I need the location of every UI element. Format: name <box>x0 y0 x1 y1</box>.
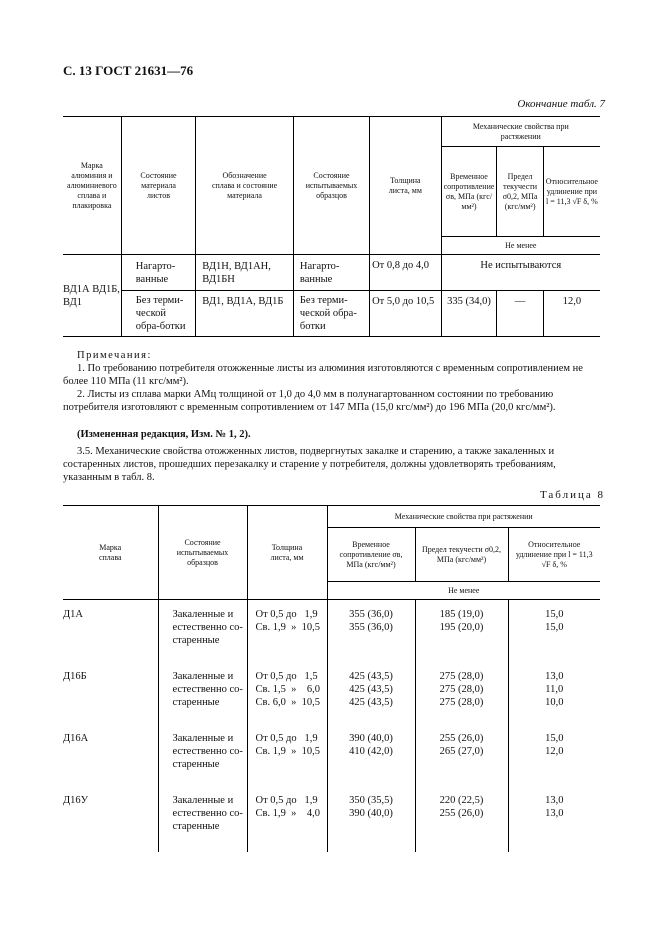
t8-row1-elongation: 15,0 15,0 <box>508 600 600 662</box>
t7-row1-thickness: От 0,8 до 4,0 <box>370 255 441 291</box>
t8-row4-thickness: От 0,5 до 1,9 Св. 1,9 » 4,0 <box>247 786 327 852</box>
t7-header-thickness: Толщина листа, мм <box>370 117 441 255</box>
t7-header-sample-state: Состояние испытываемых образцов <box>293 117 369 255</box>
t8-row3-state: Закаленные и естественно со-старенные <box>158 724 247 786</box>
t7-row2-tensile: 335 (34,0) <box>441 291 497 337</box>
paragraph-3-5: 3.5. Механические свойства отожженных листов, подвергнутых закалке и старению, а также закаленных и состаренных листов, прошедших перезакалку и старение у потребителя, должны удовлетворять требованиям, указанным в табл. 8. <box>63 446 556 483</box>
t8-row1-tensile: 355 (36,0) 355 (36,0) <box>327 600 415 662</box>
t8-row2-elongation: 13,0 11,0 10,0 <box>508 662 600 724</box>
t8-header-grade: Марка сплава <box>63 506 158 600</box>
notes-block <box>63 349 600 484</box>
revision-note: (Измененная редакция, Изм. № 1, 2). <box>77 429 251 440</box>
note-1: 1. По требованию потребителя отожженные листы из алюминия изготовляются с временным сопротивлением не более 110 МПа (11 кгс/мм²). <box>63 363 583 387</box>
t7-header-designation: Обозначение сплава и состояние материала <box>196 117 294 255</box>
t8-row2-state: Закаленные и естественно со-старенные <box>158 662 247 724</box>
t8-row4-elongation: 13,0 13,0 <box>508 786 600 852</box>
t8-row4-yield: 220 (22,5) 255 (26,0) <box>415 786 508 852</box>
t8-row2-grade: Д16Б <box>63 662 158 724</box>
t8-row4-tensile: 350 (35,5) 390 (40,0) <box>327 786 415 852</box>
t8-header-mech-group: Механические свойства при растяжении <box>327 506 600 528</box>
notes-title: Примечания: <box>77 350 152 361</box>
note-2: 2. Листы из сплава марки АМц толщиной от 1,0 до 4,0 мм в полунагартованном состоянии по требованию потребителя изготовляют с временным сопротивлением от 147 МПа (15,0 кгс/мм²) до 196 МПа (20,0 кгс/мм²). <box>63 389 556 413</box>
t8-row2-yield: 275 (28,0) 275 (28,0) 275 (28,0) <box>415 662 508 724</box>
t7-row1-not-tested: Не испытываются <box>441 255 600 291</box>
t8-row4-state: Закаленные и естественно со-старенные <box>158 786 247 852</box>
t7-row2-designation: ВД1, ВД1А, ВД1Б <box>196 291 294 337</box>
t8-row1-state: Закаленные и естественно со-старенные <box>158 600 247 662</box>
t7-header-grade: Марка алюминия и алюминиевого сплава и плакировка <box>63 117 121 255</box>
t8-header-tensile: Временное сопротивление σв, МПа (кгс/мм²) <box>327 528 415 582</box>
t8-row3-thickness: От 0,5 до 1,9 Св. 1,9 » 10,5 <box>247 724 327 786</box>
t8-row2-tensile: 425 (43,5) 425 (43,5) 425 (43,5) <box>327 662 415 724</box>
t7-row1-material: Нагарто-ванные <box>121 255 196 291</box>
t8-row4-grade: Д16У <box>63 786 158 852</box>
table8-caption: Таблица 8 <box>539 489 605 501</box>
t7-row1-sample: Нагарто-ванные <box>293 255 369 291</box>
t8-row1-yield: 185 (19,0) 195 (20,0) <box>415 600 508 662</box>
table7-caption: Окончание табл. 7 <box>517 98 605 110</box>
t8-row1-grade: Д1А <box>63 600 158 662</box>
t8-header-not-less: Не менее <box>327 582 600 600</box>
t7-row2-thickness: От 5,0 до 10,5 <box>370 291 441 337</box>
t7-row2-elongation: 12,0 <box>543 291 600 337</box>
t8-header-elongation: Относительное удлинение при l = 11,3 √F δ, % <box>508 528 600 582</box>
t7-grade-value: ВД1А ВД1Б, ВД1 <box>63 255 121 337</box>
t8-row3-elongation: 15,0 12,0 <box>508 724 600 786</box>
t7-header-not-less: Не менее <box>441 237 600 255</box>
t7-header-yield: Предел текучести σ0,2, МПа (кгс/мм²) <box>497 147 543 237</box>
t8-row3-tensile: 390 (40,0) 410 (42,0) <box>327 724 415 786</box>
t7-row1-designation: ВД1Н, ВД1АН, ВД1БН <box>196 255 294 291</box>
t7-header-material-state: Состояние материала листов <box>121 117 196 255</box>
t8-header-yield: Предел текучести σ0,2, МПа (кгс/мм²) <box>415 528 508 582</box>
t8-row3-yield: 255 (26,0) 265 (27,0) <box>415 724 508 786</box>
t8-header-sample-state: Состояние испытываемых образцов <box>158 506 247 600</box>
table7 <box>63 116 600 337</box>
table8 <box>63 505 600 852</box>
t8-row1-thickness: От 0,5 до 1,9 Св. 1,9 » 10,5 <box>247 600 327 662</box>
t8-row2-thickness: От 0,5 до 1,5 Св. 1,5 » 6,0 Св. 6,0 » 10,5 <box>247 662 327 724</box>
t7-header-tensile: Временное сопротивление σв, МПа (кгс/мм²) <box>441 147 497 237</box>
t7-header-elongation: Относительное удлинение при l = 11,3 √F δ, % <box>543 147 600 237</box>
t8-row3-grade: Д16А <box>63 724 158 786</box>
t7-row2-yield: — <box>497 291 543 337</box>
t7-row2-material: Без терми-ческой обра-ботки <box>121 291 196 337</box>
t7-header-mech-group: Механические свойства при растяжении <box>441 117 600 147</box>
page-header: С. 13 ГОСТ 21631—76 <box>63 63 194 78</box>
t7-row2-sample: Без терми-ческой обра-ботки <box>293 291 369 337</box>
t8-header-thickness: Толщина листа, мм <box>247 506 327 600</box>
